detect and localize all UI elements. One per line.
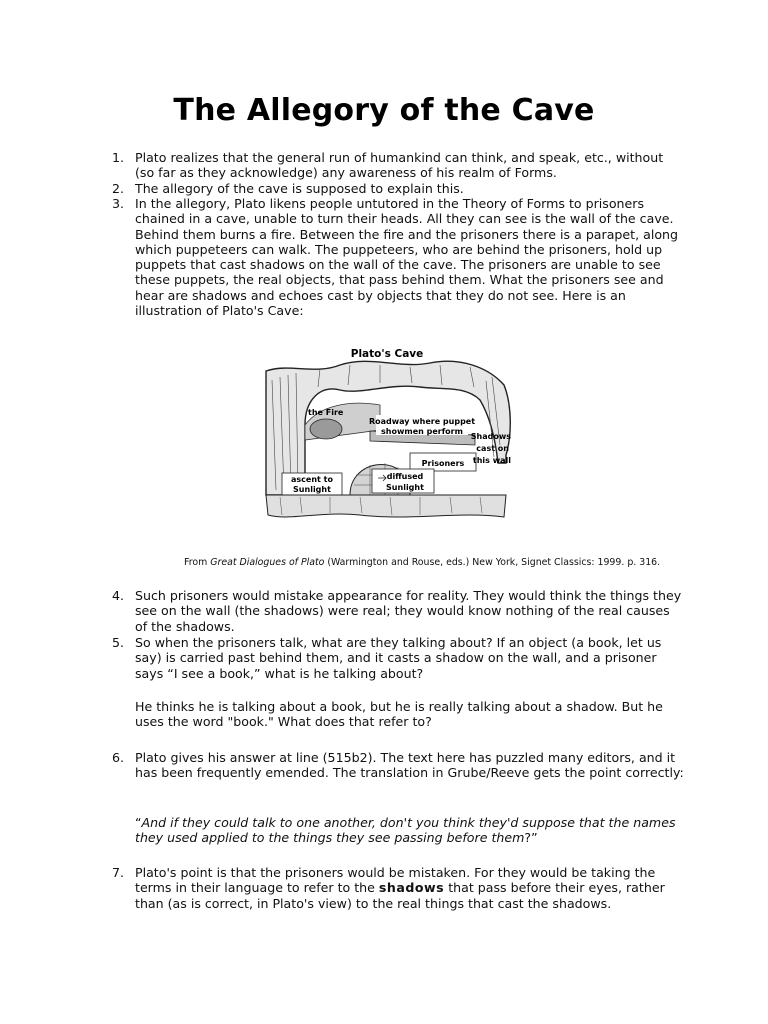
caption-book-title: Great Dialogues of Plato: [210, 557, 325, 568]
list-number: 2.: [112, 181, 125, 196]
list-item-text: The allegory of the cave is supposed to explain this.: [135, 181, 464, 196]
list-item-text: [135, 865, 685, 911]
list-item-text: In the allegory, Plato likens people untutored in the Theory of Forms to prisoners chained in a cave, unable to turn their heads. All they can see is the wall of the cave. Behind them burns a fire. Between the fire and the prisoners there is a parapet, along which puppeteers can walk. The puppeteers, who are behind the prisoners, hold up puppets that cast shadows on the wall of the cave. The prisoners are unable to see these puppets, the real objects, that pass behind them. What the prisoners see and hear are shadows and echoes cast by objects that they do not see. Here is an illustration of Plato's Cave:: [135, 196, 679, 319]
platos-cave-illustration: [260, 345, 515, 530]
list-number: 1.: [112, 150, 125, 165]
list-number: 3.: [112, 196, 125, 211]
label-roadway-1: Roadway where puppet: [368, 417, 476, 426]
list-item-text: Plato realizes that the general run of humankind can think, and speak, etc., without (so far as they acknowledge) any awareness of his realm of Forms.: [135, 150, 664, 181]
list-number: 7.: [112, 865, 125, 880]
label-the-fire: the Fire: [308, 408, 344, 417]
label-prisoners: Prisoners: [421, 459, 465, 468]
label-shadows-2: cast on: [476, 444, 509, 453]
list-item-text: Such prisoners would mistake appearance for reality. They would think the things they see on the wall (the shadows) were real; they would know nothing of the real causes of the shadows.: [135, 588, 682, 634]
label-diffused-2: Sunlight: [386, 483, 424, 492]
list-number: 4.: [112, 588, 125, 603]
list-number: 5.: [112, 635, 125, 650]
cave-ground: [266, 495, 506, 517]
item7-text-before: Plato's point is that the prisoners would be mistaken. For they would be taking the terms in their language to refer to the: [135, 865, 656, 896]
item7-text-after: that pass before their eyes, rather than (as is correct, in Plato's view) to the real things that cast the shadows.: [135, 880, 665, 911]
figure-caption: [184, 557, 660, 568]
item7-bold-shadows: shadows: [378, 880, 445, 896]
list-number: 6.: [112, 750, 125, 765]
label-ascent-1: ascent to: [291, 475, 333, 484]
list-item-text: So when the prisoners talk, what are they talking about? If an object (a book, let us say) is carried past behind them, and it casts a shadow on the wall, and a prisoner says “I see a book,” what is he talking about?: [135, 635, 662, 681]
block-quote: [135, 815, 683, 846]
paragraph-book-shadow: He thinks he is talking about a book, but he is really talking about a shadow. But he uses the word "book." What does that refer to?: [135, 699, 663, 730]
quote-close: ?”: [524, 830, 538, 846]
label-shadows-3: this wall: [472, 456, 511, 465]
figure-title: Plato's Cave: [350, 348, 424, 360]
caption-source: (Warmington and Rouse, eds.) New York, Signet Classics: 1999. p. 316.: [324, 557, 661, 568]
label-shadows-1: Shadows: [470, 432, 511, 441]
label-diffused-1: diffused: [386, 472, 424, 481]
fire-glow: [310, 419, 342, 439]
page-title: The Allegory of the Cave: [173, 93, 595, 128]
quote-open: “: [135, 815, 142, 830]
quote-text: And if they could talk to one another, don't you think they'd suppose that the names they used applied to the things they see passing before them: [135, 815, 676, 846]
label-ascent-2: Sunlight: [293, 485, 331, 494]
caption-prefix: From: [184, 557, 211, 568]
label-roadway-2: showmen perform: [381, 427, 463, 436]
list-item-text: Plato gives his answer at line (515b2). The text here has puzzled many editors, and it has been frequently emended. The translation in Grube/Reeve gets the point correctly:: [135, 750, 684, 781]
